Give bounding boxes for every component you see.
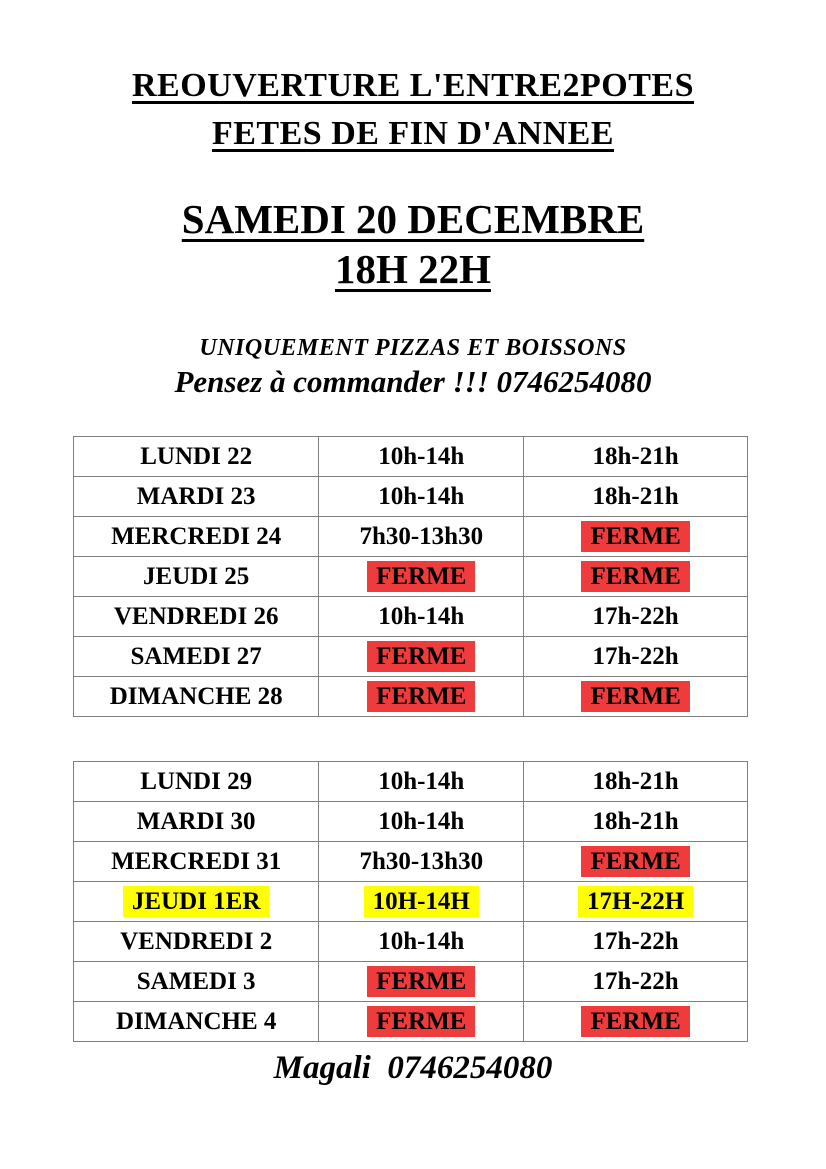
order-note: Pensez à commander !!! 0746254080: [174, 364, 652, 399]
event-datetime: [0, 194, 826, 294]
midday-hours-cell: [319, 677, 524, 717]
day-cell: [74, 437, 319, 477]
contact-footer: Magali 0746254080: [273, 1050, 553, 1086]
hours-value: 17h-22h: [592, 967, 679, 995]
day-cell: [74, 842, 319, 882]
day-label: SAMEDI 3: [136, 967, 256, 995]
day-label: VENDREDI 26: [113, 602, 279, 630]
day-cell: [74, 1002, 319, 1042]
midday-hours-cell: [319, 962, 524, 1002]
day-label: MERCREDI 24: [111, 522, 282, 550]
hours-value: 18h-21h: [592, 767, 679, 795]
event-hours: 18H 22H: [334, 246, 492, 292]
hours-value: 10h-14h: [378, 442, 465, 470]
day-cell: [74, 762, 319, 802]
table-row: [74, 477, 748, 517]
day-cell: [74, 882, 319, 922]
hours-value: FERME: [367, 1006, 475, 1037]
table-row: [74, 802, 748, 842]
menu-note: UNIQUEMENT PIZZAS ET BOISSONS: [199, 335, 627, 361]
day-label: DIMANCHE 28: [109, 682, 283, 710]
schedule-table-week2: [73, 761, 748, 1042]
day-label: SAMEDI 27: [130, 642, 262, 670]
evening-hours-cell: [524, 517, 748, 557]
midday-hours-cell: [319, 762, 524, 802]
hours-value: 7h30-13h30: [359, 847, 484, 875]
table-row: [74, 1002, 748, 1042]
hours-value: 17h-22h: [592, 602, 679, 630]
midday-hours-cell: [319, 557, 524, 597]
evening-hours-cell: [524, 882, 748, 922]
table-row: [74, 962, 748, 1002]
hours-value: FERME: [367, 966, 475, 997]
day-label: LUNDI 22: [140, 442, 253, 470]
midday-hours-cell: [319, 1002, 524, 1042]
hours-value: 17h-22h: [592, 927, 679, 955]
hours-value: 17h-22h: [592, 642, 679, 670]
day-cell: [74, 677, 319, 717]
hours-value: FERME: [367, 681, 475, 712]
day-cell: [74, 517, 319, 557]
day-cell: [74, 802, 319, 842]
midday-hours-cell: [319, 437, 524, 477]
evening-hours-cell: [524, 762, 748, 802]
midday-hours-cell: [319, 842, 524, 882]
midday-hours-cell: [319, 802, 524, 842]
hours-value: FERME: [581, 846, 689, 877]
hours-value: 10H-14H: [364, 886, 479, 917]
day-cell: [74, 477, 319, 517]
hours-value: 10h-14h: [378, 807, 465, 835]
hours-value: 10h-14h: [378, 482, 465, 510]
evening-hours-cell: [524, 677, 748, 717]
day-label: MERCREDI 31: [111, 847, 282, 875]
hours-value: 10h-14h: [378, 767, 465, 795]
table-row: [74, 557, 748, 597]
hours-value: FERME: [581, 1006, 689, 1037]
day-label: MARDI 23: [136, 482, 256, 510]
table-row: [74, 517, 748, 557]
schedule-table-week1: [73, 436, 748, 717]
hours-value: FERME: [367, 561, 475, 592]
evening-hours-cell: [524, 842, 748, 882]
day-label: JEUDI 1ER: [123, 886, 270, 917]
table-row: [74, 762, 748, 802]
page-title-line2: FETES DE FIN D'ANNEE: [211, 115, 614, 152]
hours-value: 18h-21h: [592, 807, 679, 835]
midday-hours-cell: [319, 597, 524, 637]
evening-hours-cell: [524, 437, 748, 477]
midday-hours-cell: [319, 477, 524, 517]
page-title: [0, 62, 826, 158]
day-label: MARDI 30: [136, 807, 256, 835]
hours-value: 17H-22H: [578, 886, 693, 917]
hours-value: 10h-14h: [378, 602, 465, 630]
hours-value: 7h30-13h30: [359, 522, 484, 550]
day-cell: [74, 637, 319, 677]
day-cell: [74, 557, 319, 597]
day-cell: [74, 597, 319, 637]
day-label: LUNDI 29: [140, 767, 253, 795]
midday-hours-cell: [319, 922, 524, 962]
day-label: VENDREDI 2: [120, 927, 273, 955]
table-row: [74, 437, 748, 477]
hours-value: 18h-21h: [592, 442, 679, 470]
day-label: JEUDI 25: [143, 562, 250, 590]
evening-hours-cell: [524, 922, 748, 962]
table-row: [74, 842, 748, 882]
evening-hours-cell: [524, 557, 748, 597]
evening-hours-cell: [524, 477, 748, 517]
day-cell: [74, 962, 319, 1002]
hours-value: 18h-21h: [592, 482, 679, 510]
hours-value: FERME: [367, 641, 475, 672]
evening-hours-cell: [524, 637, 748, 677]
hours-value: FERME: [581, 561, 689, 592]
midday-hours-cell: [319, 517, 524, 557]
hours-value: 10h-14h: [378, 927, 465, 955]
table-row: [74, 597, 748, 637]
evening-hours-cell: [524, 597, 748, 637]
evening-hours-cell: [524, 962, 748, 1002]
day-cell: [74, 922, 319, 962]
evening-hours-cell: [524, 802, 748, 842]
page-title-line1: REOUVERTURE L'ENTRE2POTES: [131, 67, 695, 104]
midday-hours-cell: [319, 637, 524, 677]
table-row: [74, 677, 748, 717]
evening-hours-cell: [524, 1002, 748, 1042]
day-label: DIMANCHE 4: [115, 1007, 277, 1035]
hours-value: FERME: [581, 521, 689, 552]
table-row: [74, 882, 748, 922]
hours-value: FERME: [581, 681, 689, 712]
table-row: [74, 637, 748, 677]
midday-hours-cell: [319, 882, 524, 922]
table-row: [74, 922, 748, 962]
event-date: SAMEDI 20 DECEMBRE: [181, 196, 645, 242]
